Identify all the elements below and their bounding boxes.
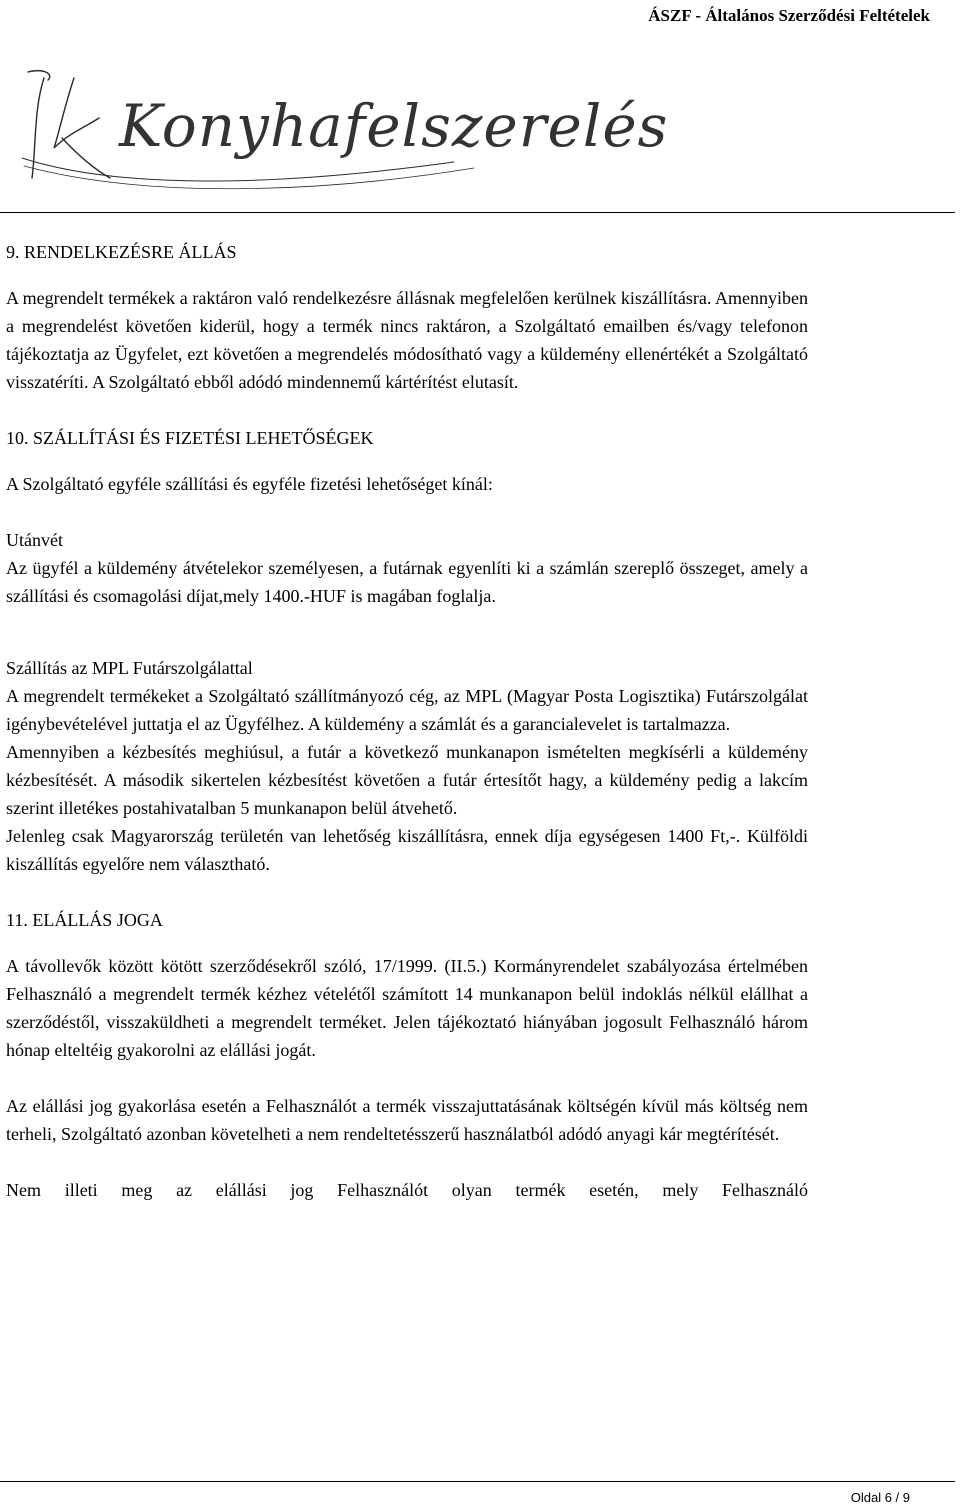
document-body (6, 238, 808, 1204)
section-10-intro: A Szolgáltató egyféle szállítási és egyféle fizetési lehetőséget kínál: (6, 474, 493, 494)
section-11-paragraph-3: Nem illeti meg az elállási jog Felhasználót olyan termék esetén, mely Felhasználó (6, 1180, 808, 1200)
section-9-paragraph: A megrendelt termékek a raktáron való rendelkezésre állásnak megfelelően kerülnek kiszállításra. Amennyiben a megrendelést követően kiderül, hogy a termék nincs raktáron, a Szolgáltató emailben és/vagy telefonon tájékoztatja az Ügyfelet, ezt követően a megrendelés módosítható vagy a küldemény ellenértékét a Szolgáltató visszatéríti. A Szolgáltató ebből adódó mindennemű kártérítést elutasít. (6, 288, 808, 392)
section-11-heading: 11. ELÁLLÁS JOGA (6, 910, 163, 930)
section-9-heading: 9. RENDELKEZÉSRE ÁLLÁS (6, 242, 237, 262)
section-11-paragraph-1: A távollevők között kötött szerződésekről szóló, 17/1999. (II.5.) Kormányrendelet szabályozása értelmében Felhasználó a megrendelt termék kézhez vételétől számított 14 munkanapon belül indoklás nélkül elállhat a szerződéstől, visszaküldheti a megrendelt terméket. Jelen tájékoztató hiányában jogosult Felhasználó három hónap elteltéig gyakorolni az elállási jogát. (6, 956, 808, 1060)
mpl-title: Szállítás az MPL Futárszolgálattal (6, 658, 253, 678)
section-10-heading: 10. SZÁLLÍTÁSI ÉS FIZETÉSI LEHETŐSÉGEK (6, 428, 374, 448)
footer-divider (0, 1481, 955, 1482)
document-header-title: ÁSZF - Általános Szerződési Feltételek (648, 6, 930, 25)
page-number: Oldal 6 / 9 (850, 1490, 910, 1505)
cod-title: Utánvét (6, 530, 63, 550)
mpl-paragraph-2: Amennyiben a kézbesítés meghiúsul, a futár a következő munkanapon ismételten megkísérli a küldemény kézbesítését. A második sikertelen kézbesítést követően a futár értesítőt hagy, a küldemény pedig a lakcím szerint illetékes postahivatalban 5 munkanapon belül átvehető. (6, 742, 808, 818)
svg-text:Konyhafelszerelés: Konyhafelszerelés (119, 92, 669, 160)
mpl-paragraph-3: Jelenleg csak Magyarország területén van lehetőség kiszállításra, ennek díja egységesen 1400 Ft,-. Külföldi kiszállítás egyelőre nem választható. (6, 826, 808, 874)
mpl-paragraph-1: A megrendelt termékeket a Szolgáltató szállítmányozó cég, az MPL (Magyar Posta Logisztika) Futárszolgálat igénybevételével juttatja el az Ügyfélhez. A küldemény a számlát és a garancialevelet is tartalmazza. (6, 686, 808, 734)
cod-paragraph: Az ügyfél a küldemény átvételekor személyesen, a futárnak egyenlíti ki a számlán szereplő összeget, amely a szállítási és csomagolási díjat,mely 1400.-HUF is magában foglalja. (6, 558, 808, 606)
header-divider (0, 212, 955, 213)
konyhafelszereles-logo (14, 38, 669, 198)
section-11-paragraph-2: Az elállási jog gyakorlása esetén a Felhasználót a termék visszajuttatásának költségén kívül más költség nem terheli, Szolgáltató azonban követelheti a nem rendeltetésszerű használatból adódó anyagi kár megtérítését. (6, 1096, 808, 1144)
